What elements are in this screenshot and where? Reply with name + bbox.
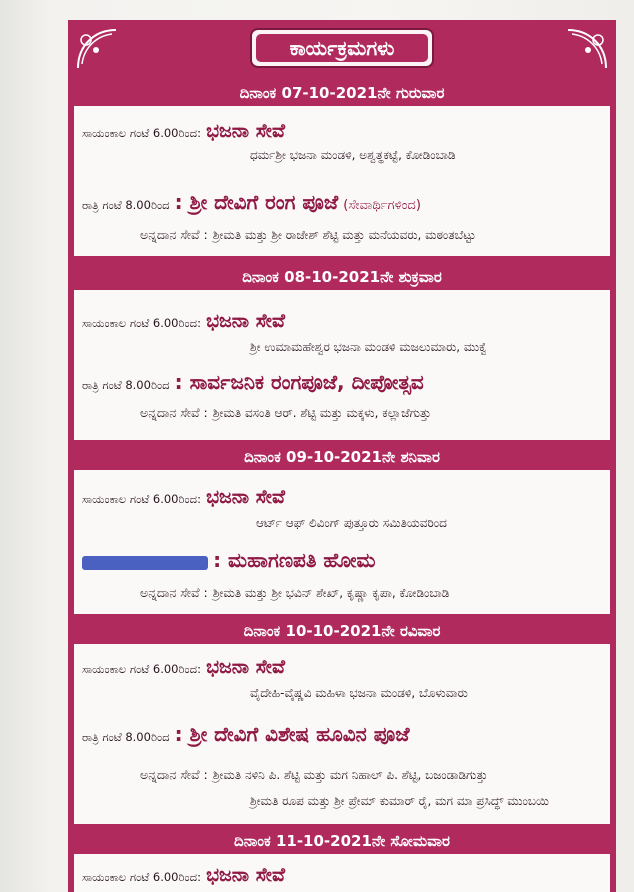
event-title: ಭಜನಾ ಸೇವೆ — [206, 486, 285, 508]
event-note: (ಸೇವಾರ್ಥಿಗಳಿಂದ) — [343, 198, 421, 213]
ornament-corner-icon — [74, 26, 120, 72]
ornament-corner-icon — [564, 26, 610, 72]
day-panel — [74, 854, 610, 892]
time-label: ಸಾಯಂಕಾಲ ಗಂಟೆ 6.00ರಿಂದ: — [82, 126, 201, 140]
event-detail: ಶ್ರೀಮತಿ ರೂಪ ಮತ್ತು ಶ್ರೀ ಪ್ರೇಮ್ ಕುಮಾರ್ ರೈ, ಮಗ ಮಾ ಪ್ರಸಿದ್ಧ್ ಮುಂಬಯಿ — [250, 794, 549, 808]
date-header: ದಿನಾಂಕ 08-10-2021ನೇ ಶುಕ್ರವಾರ — [242, 268, 442, 286]
day-panel — [74, 470, 610, 614]
event-title: ಭಜನಾ ಸೇವೆ — [206, 864, 285, 886]
time-label: ಸಾಯಂಕಾಲ ಗಂಟೆ 6.00ರಿಂದ: — [82, 492, 201, 506]
date-header: ದಿನಾಂಕ 10-10-2021ನೇ ರವಿವಾರ — [243, 622, 441, 640]
date-header: ದಿನಾಂಕ 09-10-2021ನೇ ಶನಿವಾರ — [244, 448, 440, 466]
day-panel — [74, 106, 610, 256]
event-detail: ವೈದೇಹಿ-ವೈಷ್ಣವಿ ಮಹಿಳಾ ಭಜನಾ ಮಂಡಳಿ, ಬೊಳುವಾರು — [250, 686, 468, 700]
event-detail: ಶ್ರೀಮತಿ ಮತ್ತು ಶ್ರೀ ಭವಿನ್ ಶೇಖ್, ಕೃಷ್ಣಾ ಕೃಪಾ, ಕೋಡಿಂಬಾಡಿ — [212, 586, 450, 600]
ink-stamp — [82, 556, 208, 570]
date-header: ದಿನಾಂಕ 07-10-2021ನೇ ಗುರುವಾರ — [239, 84, 445, 102]
date-header: ದಿನಾಂಕ 11-10-2021ನೇ ಸೋಮವಾರ — [234, 832, 450, 850]
schedule-card — [68, 20, 616, 892]
event-detail: ಶ್ರೀಮತಿ ವಸಂತಿ ಆರ್. ಶೆಟ್ಟಿ ಮತ್ತು ಮಕ್ಕಳು, ಕಲ್ಲಾಜೆಗುತ್ತು — [212, 406, 432, 420]
event-title: ಭಜನಾ ಸೇವೆ — [206, 310, 285, 332]
time-label: ರಾತ್ರಿ ಗಂಟೆ 8.00ರಿಂದ — [82, 198, 170, 212]
event-title: ಭಜನಾ ಸೇವೆ — [206, 120, 285, 142]
time-label: ರಾತ್ರಿ ಗಂಟೆ 8.00ರಿಂದ — [82, 378, 170, 392]
event-title: : ಸಾರ್ವಜನಿಕ ರಂಗಪೂಜೆ, ದೀಪೋತ್ಸವ — [174, 370, 424, 394]
event-detail: ಶ್ರೀಮತಿ ನಳಿನಿ ಪಿ. ಶೆಟ್ಟಿ ಮತ್ತು ಮಗ ನಿಹಾಲ್ ಪಿ. ಶೆಟ್ಟಿ, ಬಜಂಡಾಡಿಗುತ್ತು — [212, 768, 488, 782]
event-title: ಭಜನಾ ಸೇವೆ — [206, 656, 285, 678]
schedule-title-box — [250, 28, 434, 68]
event-title: : ಶ್ರೀ ದೇವಿಗೆ ವಿಶೇಷ ಹೂವಿನ ಪೂಜೆ — [174, 722, 410, 746]
day-panel — [74, 644, 610, 824]
event-title: : ಮಹಾಗಣಪತಿ ಹೋಮ — [213, 548, 376, 572]
annadana-label: ಅನ್ನದಾನ ಸೇವೆ : — [140, 767, 208, 782]
annadana-label: ಅನ್ನದಾನ ಸೇವೆ : — [140, 227, 208, 242]
event-detail: ಆರ್ಟ್ ಆಫ್ ಲಿವಿಂಗ್ ಪುತ್ತೂರು ಸಮಿತಿಯವರಿಂದ — [256, 516, 447, 530]
event-detail: ಶ್ರೀಮತಿ ಮತ್ತು ಶ್ರೀ ರಾಜೇಶ್ ಶೆಟ್ಟಿ ಮತ್ತು ಮನೆಯವರು, ಮಠಂತಬೆಟ್ಟು — [212, 228, 476, 242]
annadana-label: ಅನ್ನದಾನ ಸೇವೆ : — [140, 585, 208, 600]
schedule-title: ಕಾರ್ಯಕ್ರಮಗಳು — [256, 34, 428, 62]
event-detail: ಧರ್ಮಶ್ರೀ ಭಜನಾ ಮಂಡಳಿ, ಅಶ್ವತ್ಥಕಟ್ಟೆ, ಕೋಡಿಂಬಾಡಿ — [250, 148, 456, 162]
time-label: ಸಾಯಂಕಾಲ ಗಂಟೆ 6.00ರಿಂದ: — [82, 316, 201, 330]
event-title: : ಶ್ರೀ ದೇವಿಗೆ ರಂಗ ಪೂಜೆ — [174, 190, 339, 214]
annadana-label: ಅನ್ನದಾನ ಸೇವೆ : — [140, 405, 208, 420]
event-detail: ಶ್ರೀ ಉಮಾಮಹೇಶ್ವರ ಭಜನಾ ಮಂಡಳಿ ಮಜಲುಮಾರು, ಮುಕ್ವೆ — [250, 340, 488, 354]
time-label: ರಾತ್ರಿ ಗಂಟೆ 8.00ರಿಂದ — [82, 730, 170, 744]
time-label: ಸಾಯಂಕಾಲ ಗಂಟೆ 6.00ರಿಂದ: — [82, 662, 201, 676]
time-label: ಸಾಯಂಕಾಲ ಗಂಟೆ 6.00ರಿಂದ: — [82, 870, 201, 884]
day-panel — [74, 290, 610, 440]
